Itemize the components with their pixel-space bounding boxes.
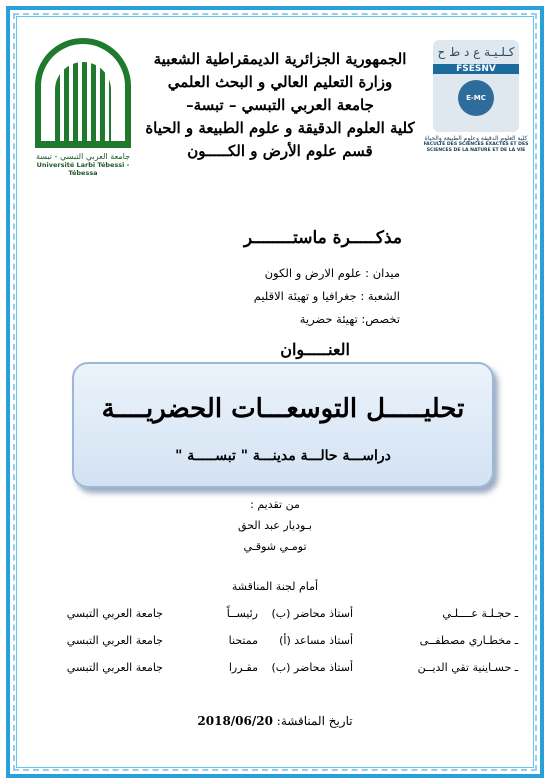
defense-date-line [0, 714, 550, 728]
university-logo-name-ar: جامعة العربي التبسي - تبسة [35, 152, 131, 161]
member-university: جامعة العربي التبسي [66, 661, 163, 674]
institution-header [120, 48, 440, 163]
defense-date-label: تاريخ المناقشة: [276, 714, 353, 728]
committee-row [58, 600, 518, 627]
title-box [72, 362, 494, 488]
committee-row [58, 627, 518, 654]
memo-field-specialty: تخصص: تهيئة حضرية [299, 312, 400, 326]
memo-fields [254, 262, 400, 331]
member-name: ـ حجـلـة عــــلـي [442, 607, 518, 620]
presented-by [0, 494, 550, 557]
committee-table [58, 600, 518, 681]
faculty-logo-name-fr: FACULTÉ DES SCIENCES EXACTES ET DES SCIENCES DE LA NATURE ET DE LA VIE [423, 142, 529, 153]
member-rank: أستاذ محاضر (ب) [271, 661, 353, 674]
defense-date: 2018/06/20 [197, 714, 273, 728]
faculty-logo-acronym: FSESNV [433, 64, 519, 74]
thesis-subtitle: دراســـة حالـــة مدينـــة " تبســـــة " [175, 448, 391, 464]
header-line-faculty: كلية العلوم الدقيقة و علوم الطبيعة و الحياة [145, 119, 415, 137]
member-role: مقـررا [228, 661, 258, 674]
header-line-university: جامعة العربي التبسي – تبسة– [186, 96, 374, 114]
faculty-logo [420, 40, 532, 180]
faculty-emblem-icon [433, 40, 519, 132]
faculty-logo-calligraphy: كـلـيـة ع د ط ح [437, 45, 515, 59]
faculty-logo-emblem-text: E-MC [458, 80, 494, 116]
member-rank: أستاذ مساعد (أ) [279, 634, 353, 647]
thesis-main-title: تحليـــــل التوسعـــات الحضريــــة [101, 394, 465, 424]
student-name: بـوديار عبد الحق [238, 519, 312, 532]
committee-row [58, 654, 518, 681]
member-role: رئيســاً [226, 607, 258, 620]
university-arch-icon [35, 38, 131, 148]
memo-field-domain: ميدان : علوم الارض و الكون [264, 266, 400, 280]
member-role: ممتحنا [228, 634, 258, 647]
member-rank: أستاذ محاضر (ب) [271, 607, 353, 620]
university-logo [22, 38, 144, 196]
committee-title: أمام لجنة المناقشة [231, 580, 319, 593]
member-name: ـ مخطـاري مصطفــى [419, 634, 518, 647]
university-logo-name-fr: Université Larbi Tébessi - Tébessa [36, 161, 130, 177]
title-label: العنـــــوان [280, 340, 350, 359]
student-name: تومـي شوقـي [243, 540, 307, 553]
memo-field-branch: الشعبة : جغرافيا و تهيئة الاقليم [253, 289, 400, 303]
member-name: ـ حسـاينية تقي الديــن [417, 661, 518, 674]
header-line-department: قسم علوم الأرض و الكـــــون [187, 142, 373, 160]
presented-by-label: من تقديم : [250, 498, 300, 511]
faculty-logo-name-ar: كلية العلوم الدقيقة وعلوم الطبيعة والحياة [424, 135, 528, 142]
member-university: جامعة العربي التبسي [66, 607, 163, 620]
member-university: جامعة العربي التبسي [66, 634, 163, 647]
memo-title: مذكـــــرة ماستــــــــر [243, 228, 402, 248]
header-line-ministry: وزارة التعليم العالي و البحث العلمي [167, 73, 393, 91]
header-line-republic: الجمهورية الجزائرية الديمقراطية الشعبية [153, 50, 407, 68]
